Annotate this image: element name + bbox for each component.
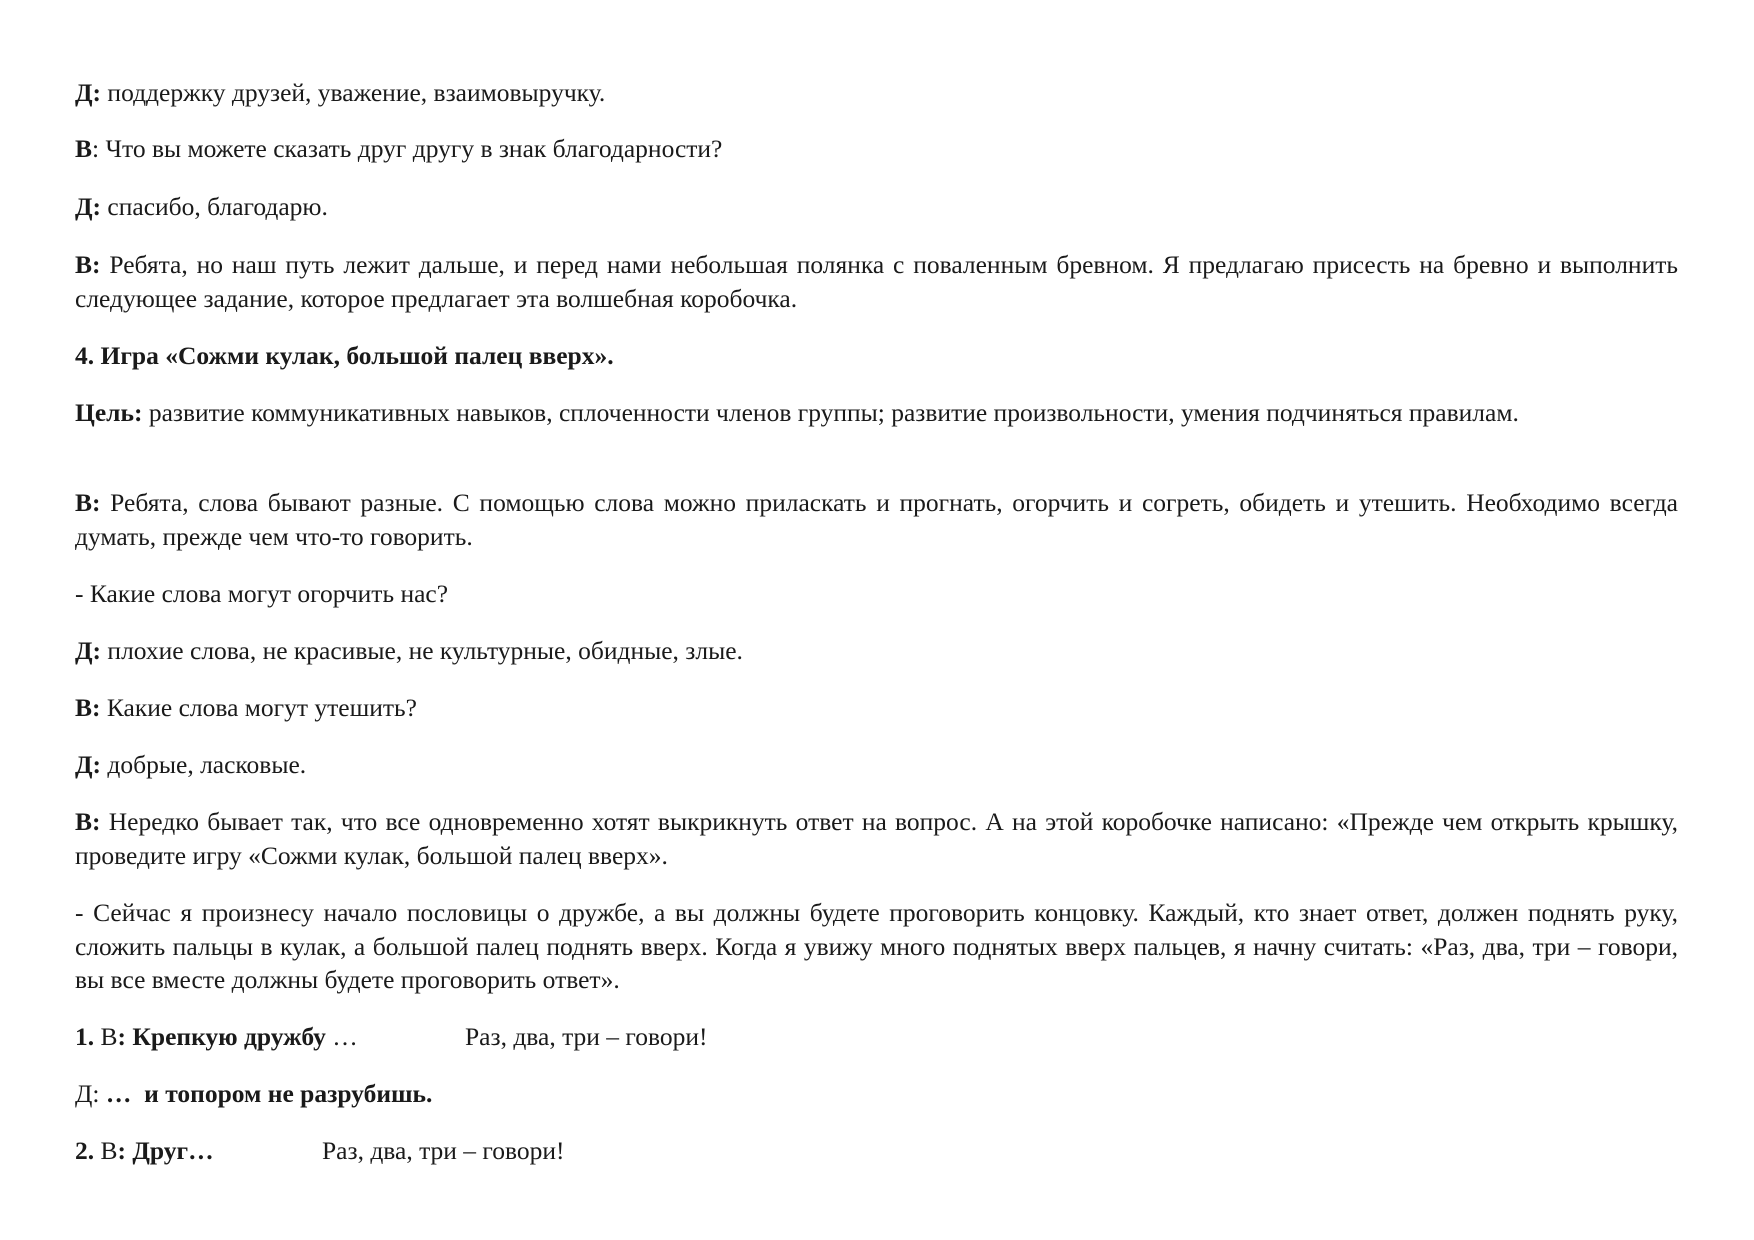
speaker-colon: : [92, 134, 100, 163]
paragraph-teacher-words [75, 486, 1678, 553]
speaker-label: В: [75, 250, 101, 279]
paragraph-teacher-log-clearing [75, 248, 1678, 315]
paragraph-text: развитие коммуникативных навыков, сплоченности членов группы; развитие произвольности, умения подчиняться правилам. [142, 398, 1519, 427]
proverb-cue: Раз, два, три – говори! [322, 1136, 565, 1165]
proverb-1-answer [75, 1077, 1678, 1111]
speaker-label: Д [75, 1079, 93, 1108]
paragraph-text: добрые, ласковые. [101, 750, 307, 779]
paragraph-text: - Какие слова могут огорчить нас? [75, 579, 449, 608]
speaker-colon: : [92, 1079, 100, 1108]
paragraph-text: спасибо, благодарю. [101, 192, 328, 221]
paragraph-text: Какие слова могут утешить? [100, 693, 417, 722]
speaker-label: Д: [75, 636, 102, 665]
paragraph-text: Ребята, слова бывают разные. С помощью слова можно приласкать и прогнать, огорчить и согреть, обидеть и утешить. Необходимо всегда думать, прежде чем что-то говорить. [75, 488, 1678, 551]
proverb-number: 2. [75, 1136, 95, 1165]
heading-text: 4. Игра «Сожми кулак, большой палец вверх». [75, 341, 614, 370]
speaker-label: В [94, 1022, 118, 1051]
speaker-label: Д: [75, 192, 102, 221]
paragraph-children-answer-bad-words [75, 634, 1678, 668]
paragraph-text: плохие слова, не красивые, не культурные, обидные, злые. [101, 636, 743, 665]
paragraph-teacher-box-instruction [75, 805, 1678, 872]
speaker-label: В [75, 134, 93, 163]
paragraph-text: - Сейчас я произнесу начало пословицы о дружбе, а вы должны будете проговорить концовку. Каждый, кто знает ответ, должен поднять руку, сложить пальцы в кулак, а большой палец поднять вверх. Когда я увижу много поднятых вверх пальцев, я начну считать: «Раз, два, три – говори, вы все вместе должны будете проговорить ответ». [75, 898, 1678, 994]
speaker-label: В: [75, 807, 101, 836]
speaker-label: В: [75, 693, 101, 722]
paragraph-children-answer-kind-words [75, 748, 1678, 782]
paragraph-question-upsetting-words [75, 577, 1678, 611]
goal-label: Цель: [75, 398, 143, 427]
speaker-colon: : [117, 1136, 127, 1165]
paragraph-game-rules [75, 896, 1678, 997]
paragraph-goal [75, 396, 1678, 430]
speaker-label: В [94, 1136, 118, 1165]
proverb-1-prompt [75, 1020, 1678, 1054]
answer-ellipsis: … [99, 1079, 132, 1108]
proverb-answer: и топором не разрубишь. [131, 1079, 433, 1108]
paragraph-text: Что вы можете сказать друг другу в знак благодарности? [99, 134, 723, 163]
speaker-label: В: [75, 488, 101, 517]
proverb-number: 1. [75, 1022, 95, 1051]
paragraph-text: поддержку друзей, уважение, взаимовыручку. [101, 78, 606, 107]
proverb-2-prompt [75, 1134, 1678, 1168]
speaker-label: Д: [75, 750, 102, 779]
paragraph-text: Нередко бывает так, что все одновременно хотят выкрикнуть ответ на вопрос. А на этой коробочке написано: «Прежде чем открыть крышку, проведите игру «Сожми кулак, большой палец вверх». [75, 807, 1678, 870]
proverb-prompt: Крепкую дружбу [126, 1022, 326, 1051]
paragraph-teacher-comforting-words [75, 691, 1678, 725]
paragraph-children-answer-thanks [75, 190, 1678, 224]
speaker-label: Д: [75, 78, 102, 107]
section-heading-game-4 [75, 339, 1678, 373]
paragraph-text: Ребята, но наш путь лежит дальше, и перед нами небольшая полянка с поваленным бревном. Я предлагаю присесть на бревно и выполнить следующее задание, которое предлагает эта волшебная коробочка. [75, 250, 1678, 313]
proverb-prompt: Друг… [126, 1136, 214, 1165]
paragraph-children-answer-support [75, 76, 1678, 110]
paragraph-teacher-question-gratitude [75, 132, 1678, 166]
speaker-colon: : [117, 1022, 127, 1051]
proverb-ellipsis: … [325, 1022, 358, 1051]
proverb-cue: Раз, два, три – говори! [465, 1022, 708, 1051]
